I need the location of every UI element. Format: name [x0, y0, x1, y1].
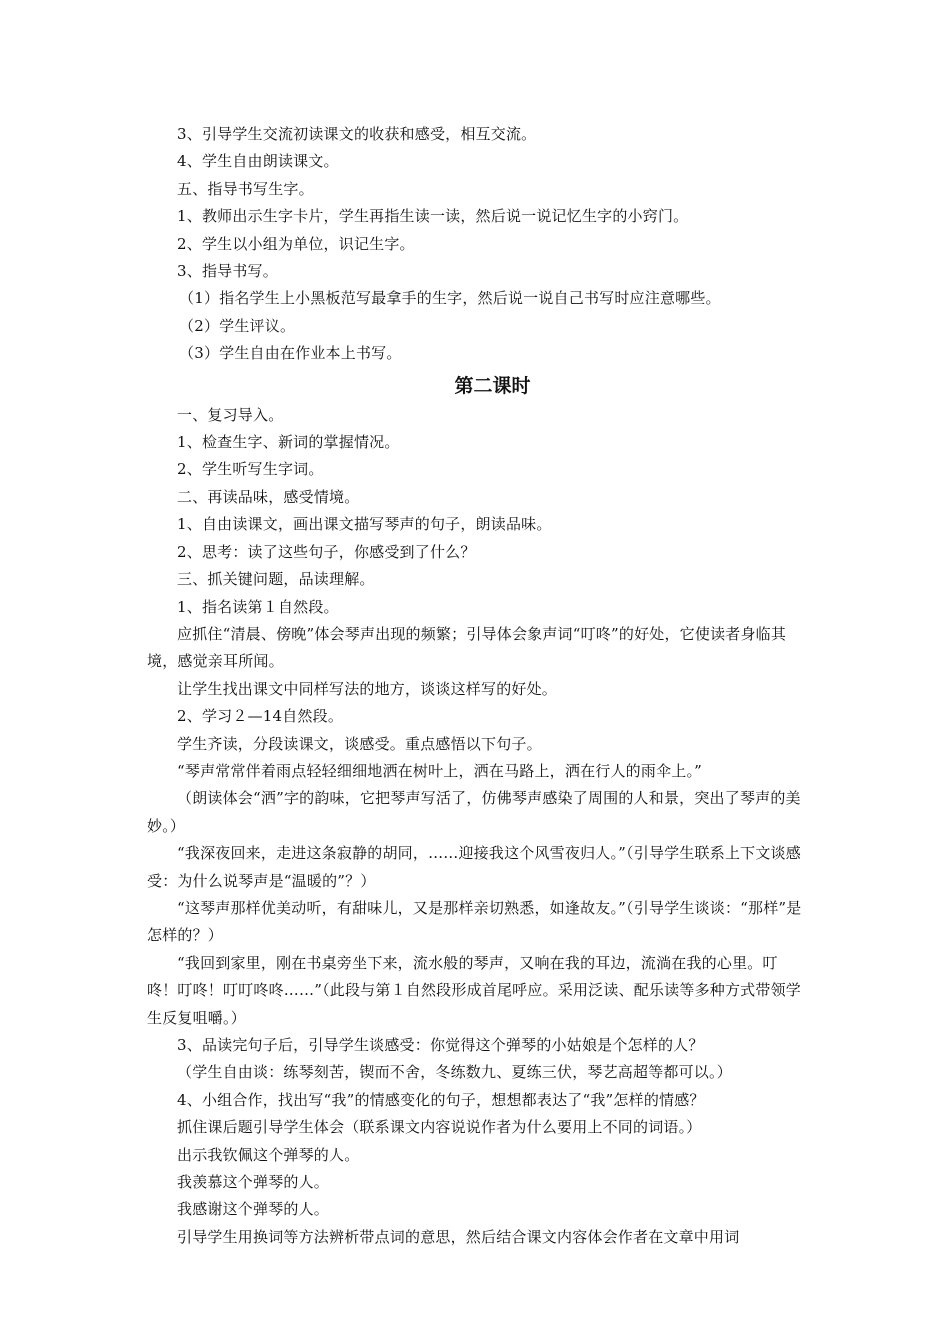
- paragraph: 2、思考：读了这些句子，你感受到了什么？: [177, 542, 476, 561]
- paragraph: 4、小组合作，找出写“我”的情感变化的句子，想想都表达了“我”怎样的情感？: [177, 1090, 705, 1109]
- paragraph: 2、学生以小组为单位，识记生字。: [177, 234, 415, 253]
- paragraph: 3、品读完句子后，引导学生谈感受：你觉得这个弹琴的小姑娘是个怎样的人？: [177, 1036, 704, 1054]
- paragraph: （学生自由谈：练琴刻苦，锲而不舍，冬练数九、夏练三伏，琴艺高超等都可以。）: [177, 1063, 732, 1082]
- quote-paragraph: “琴声常常伴着雨点轻轻细细地洒在树叶上，洒在马路上，洒在行人的雨伞上。”: [177, 761, 703, 780]
- document-body: [147, 121, 808, 1251]
- section-heading: 五、指导书写生字。: [177, 179, 314, 198]
- paragraph: 抓住课后题引导学生体会（联系课文内容说说作者为什么要用上不同的词语。）: [177, 1118, 702, 1137]
- quote-paragraph: “我深夜回来，走进这条寂静的胡同，……迎接我这个风雪夜归人。”（引导学生联系上下文谈感受：为什么说琴声是“温暖的”？）: [147, 844, 801, 890]
- paragraph: 1、指名读第１自然段。: [177, 597, 339, 616]
- paragraph: 1、检查生字、新词的掌握情况。: [177, 433, 400, 452]
- paragraph: 我感谢这个弹琴的人。: [177, 1200, 330, 1219]
- paragraph: 出示我钦佩这个弹琴的人。: [177, 1145, 360, 1164]
- paragraph: 3、指导书写。: [177, 262, 278, 281]
- paragraph: （1）指名学生上小黑板范写最拿手的生字，然后说一说自己书写时应注意哪些。: [179, 289, 721, 308]
- paragraph: （3）学生自由在作业本上书写。: [179, 344, 402, 363]
- paragraph: 应抓住“清晨、傍晚”体会琴声出现的频繁；引导体会象声词“叮咚”的好处，它使读者身临其境，感觉亲耳所闻。: [147, 624, 787, 671]
- paragraph: 让学生找出课文中同样写法的地方，谈谈这样写的好处。: [177, 679, 558, 698]
- paragraph: 4、学生自由朗读课文。: [177, 152, 339, 171]
- paragraph: 学生齐读，分段读课文，谈感受。重点感悟以下句子。: [177, 734, 542, 753]
- paragraph: 2、学生听写生字词。: [177, 460, 324, 479]
- quote-paragraph: “我回到家里，刚在书桌旁坐下来，流水般的琴声，又响在我的耳边，流淌在我的心里。叮咚！叮咚！叮叮咚咚……”（此段与第１自然段形成首尾呼应。采用泛读、配乐读等多种方式带领学生反复咀嚼。）: [147, 953, 801, 1027]
- paragraph: 我羡慕这个弹琴的人。: [177, 1173, 330, 1192]
- paragraph: 1、自由读课文，画出课文描写琴声的句子，朗读品味。: [177, 515, 552, 534]
- section-heading: 三、抓关键问题，品读理解。: [177, 570, 375, 589]
- paragraph: 3、引导学生交流初读课文的收获和感受，相互交流。: [177, 125, 537, 143]
- paragraph: 引导学生用换词等方法辨析带点词的意思，然后结合课文内容体会作者在文章中用词: [177, 1227, 740, 1246]
- paragraph: 2、学习２—14自然段。: [177, 707, 344, 726]
- section-heading: 一、复习导入。: [177, 405, 284, 424]
- paragraph: （朗读体会“洒”字的韵味，它把琴声写活了，仿佛琴声感染了周围的人和景，突出了琴声的美妙。）: [147, 789, 801, 835]
- paragraph: （2）学生评议。: [179, 316, 296, 335]
- lesson-title: 第二课时: [454, 374, 531, 397]
- paragraph: 1、教师出示生字卡片，学生再指生读一读，然后说一说记忆生字的小窍门。: [177, 207, 689, 226]
- quote-paragraph: “这琴声那样优美动听，有甜味儿，又是那样亲切熟悉，如逢故友。”（引导学生谈谈：“那样”是怎样的？）: [147, 898, 802, 945]
- section-heading: 二、再读品味，感受情境。: [177, 487, 360, 506]
